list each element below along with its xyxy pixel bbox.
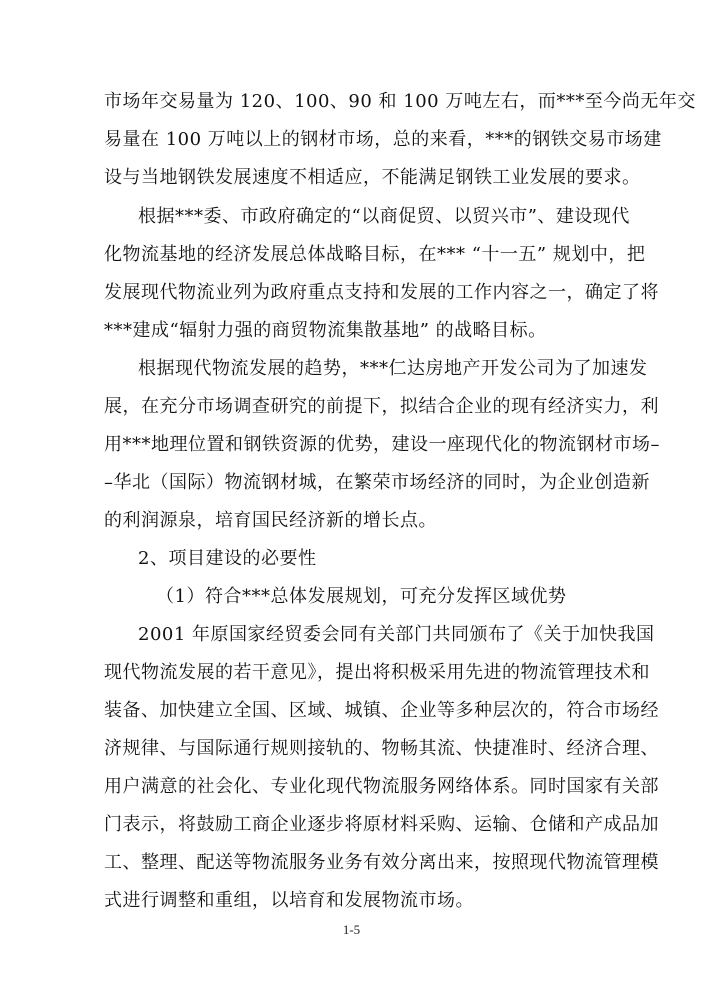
subsection-heading: （1）符合***总体发展规划，可充分发挥区域优势 [156,586,567,607]
text-line: 工、整理、配送等物流服务业务有效分离出来，按照现代物流管理模 [104,852,659,873]
text-line: 的利润源泉，培育国民经济新的增长点。 [104,510,437,531]
text-line: 根据现代物流发展的趋势，***仁达房地产开发公司为了加速发 [138,358,648,379]
text-line: 现代物流发展的若干意见》，提出将积极采用先进的物流管理技术和 [104,662,650,683]
text-line: 装备、加快建立全国、区域、城镇、企业等多种层次的，符合市场经 [104,700,659,721]
text-line: 门表示，将鼓励工商企业逐步将原材料采购、运输、仓储和产成品加 [104,814,659,835]
text-line: ***建成“辐射力强的商贸物流集散基地” 的战略目标。 [104,320,547,341]
text-line: 济规律、与国际通行规则接轨的、物畅其流、快捷准时、经济合理、 [104,738,659,759]
text-line: –华北（国际）物流钢材城，在繁荣市场经济的同时，为企业创造新 [104,472,650,493]
text-line: 用户满意的社会化、专业化现代物流服务网络体系。同时国家有关部 [104,776,659,797]
text-line: 展，在充分市场调查研究的前提下，拟结合企业的现有经济实力，利 [104,396,659,417]
section-heading: 2、项目建设的必要性 [138,548,317,569]
text-line: 设与当地钢铁发展速度不相适应，不能满足钢铁工业发展的要求。 [104,167,641,188]
text-line: 市场年交易量为 120、100、90 和 100 万吨左右，而***至今尚无年交 [104,91,696,112]
page-number: 1-5 [342,922,361,937]
text-line: 易量在 100 万吨以上的钢材市场，总的来看，***的钢铁交易市场建 [104,129,662,150]
text-line: 根据***委、市政府确定的“以商促贸、以贸兴市”、建设现代 [138,206,630,227]
text-line: 2001 年原国家经贸委会同有关部门共同颁布了《关于加快我国 [138,624,655,645]
text-line: 化物流基地的经济发展总体战略目标，在*** “十一五” 规划中，把 [104,244,646,265]
text-line: 用***地理位置和钢铁资源的优势，建设一座现代化的物流钢材市场– [104,434,660,455]
text-line: 式进行调整和重组，以培育和发展物流市场。 [104,890,474,911]
text-line: 发展现代物流业列为政府重点支持和发展的工作内容之一，确定了将 [104,282,659,303]
